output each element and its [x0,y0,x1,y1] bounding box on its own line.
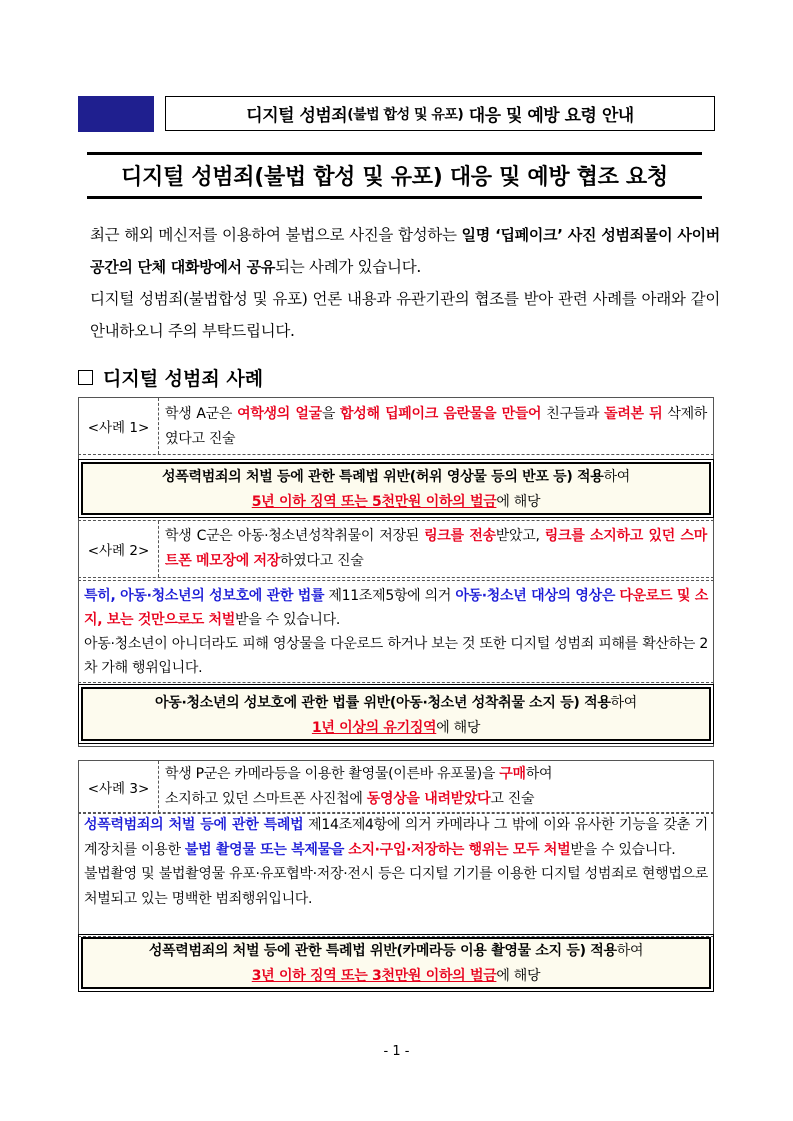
case-1-law-1a: 성폭력범죄의 처벌 등에 관한 특례법 위반(허위 영상물 등의 반포 등) 적용 [162,469,604,485]
case-3-law-line-1 [83,939,709,964]
case-2-law-line-2 [83,716,709,741]
case-1-law-line-2 [83,490,709,515]
case-2-text [159,524,713,574]
case-3-t1: 학생 P군은 카메라등을 이용한 촬영물(이른바 유포물)을 [165,766,500,782]
case-3-n1: 성폭력범죄의 처벌 등에 관한 특례법 [84,817,304,833]
case-2-label: <사례 2> [79,521,159,577]
section-heading [78,364,263,391]
case-3-t2: 구매 [499,766,526,782]
case-3-n2: 제14조제4항에 의거 카메라나 그 밖에 이와 유사한 기능을 갖춘 기계장치를 이용한 [84,817,708,858]
case-3-law-line-2 [83,964,709,989]
case-2-n2: 제11조제5항에 의거 [324,588,456,604]
case-1-law-2a: 5년 이하 징역 또는 5천만원 이하의 벌금 [251,494,497,510]
case-2-n3: 아동·청소년 대상의 영상은 [455,588,616,604]
page-title: 디지털 성범죄(불법 합성 및 유포) 대응 및 예방 협조 요청 [121,165,668,190]
case-3-law-2b: 에 해당 [496,968,541,984]
case-3-t4: 소지하고 있던 스마트폰 사진첩에 [165,791,367,807]
case-1-law-box [81,462,711,515]
case-1-t6: 돌려본 뒤 [604,406,663,422]
case-1-text [159,402,713,452]
case-2-law-2b: 에 해당 [436,720,481,736]
intro-p1-a: 최근 해외 메신저를 이용하여 불법으로 사진을 합성하는 [90,226,462,244]
banner-text-2: (불법 합성 및 유포) [347,106,464,123]
case-3-t5: 동영상을 내려받았다 [366,791,491,807]
case-1-t2: 여학생의 얼굴 [237,406,322,422]
case-3-note [78,812,714,937]
case-1-law-line-1 [83,465,709,490]
case-1-t1: 학생 A군은 [165,406,238,422]
case-3-n6: 받을 수 있습니다. [570,841,676,858]
header-banner [165,96,715,131]
case-2-n6: 받을 수 있습니다. [234,612,341,628]
intro-paragraph-2: 디지털 성범죄(불법합성 및 유포) 언론 내용과 유관기관의 협조를 받아 관련 사례를 아래와 같이 안내하오니 주의 부탁드립니다. [90,290,720,340]
case-1-label: <사례 1> [79,398,159,454]
banner-text-1: 디지털 성범죄 [246,106,348,126]
case-3-text [159,762,713,812]
case-2-n5: 다운로드 및 소지, 보는 것만으로도 처벌 [84,588,708,628]
case-1-t7: 삭제하였다고 진술 [165,406,708,447]
case-1-t4: 합성해 딥페이크 음란물을 만들어 [340,406,542,422]
case-3-law-1a: 성폭력범죄의 처벌 등에 관한 특례법 위반(카메라등 이용 촬영물 소지 등) 적용 [148,943,617,959]
case-1-t3: 을 [321,406,341,422]
case-2-note [78,580,714,683]
case-2-law-1a: 아동·청소년의 성보호에 관한 법률 위반(아동·청소년 성착취물 소지 등) 적용 [155,695,611,711]
case-1-law-1b: 하여 [603,469,630,485]
case-2-n1: 특히, 아동·청소년의 성보호에 관한 법률 [84,588,325,604]
case-3-t3: 하여 [525,766,553,782]
page-number: - 1 - [383,1044,410,1059]
case-3-row [78,760,714,814]
case-3-n5: 소지·구입·저장하는 행위는 모두 처벌 [348,841,571,858]
case-1-row [78,397,714,455]
case-2-n7: 아동·청소년이 아니더라도 피해 영상물을 다운로드 하거나 보는 것 또한 디지털 성범죄 피해를 확산하는 2차 가해 행위입니다. [84,636,708,676]
intro-text [90,219,720,347]
case-3-n3: 불법 촬영물 또는 복제물을 [184,841,345,858]
intro-paragraph-1 [90,219,720,283]
case-3-t6: 고 진술 [490,791,535,807]
case-3-law-2a: 3년 이하 징역 또는 3천만원 이하의 벌금 [251,968,497,984]
title-bottom-rule [87,196,702,199]
intro-p1-c: 되는 사례가 있습니다. [275,258,422,276]
case-2-row [78,520,714,578]
case-2-t3: 받았고, [495,528,545,544]
case-2-law-2a: 1년 이상의 유기징역 [311,720,437,736]
header-color-block [78,96,154,132]
banner-text-3: 대응 및 예방 요령 안내 [463,106,634,126]
case-1-t5: 친구들과 [541,406,605,422]
case-2-t2: 링크를 전송 [424,528,496,544]
case-3-law-1b: 하여 [616,943,644,959]
case-2-t4: 링크를 소지하고 있던 스마트폰 메모장에 저장 [165,528,707,569]
section-heading-text: 디지털 성범죄 사례 [103,368,264,390]
case-2-law-1b: 하여 [610,695,637,711]
intro-p1-b: 일명 ‘딥페이크’ 사진 성범죄물이 사이버 공간의 단체 대화방에서 공유 [90,226,721,276]
case-2-t5: 하였다고 진술 [279,553,364,569]
case-3-label: <사례 3> [79,761,159,813]
case-3-n7: 불법촬영 및 불법촬영물 유포·유포협박·저장·전시 등은 디지털 기기를 이용한 디지털 성범죄로 현행법으로 처벌되고 있는 명백한 범죄행위입니다. [84,866,708,907]
case-2-law-line-1 [83,691,709,716]
case-1-law-2b: 에 해당 [496,494,541,510]
case-2-t1: 학생 C군은 아동·청소년성착취물이 저장된 [165,528,425,544]
case-3-law-box [81,937,711,989]
square-bullet-icon [78,370,93,385]
case-2-law-box [81,687,711,741]
